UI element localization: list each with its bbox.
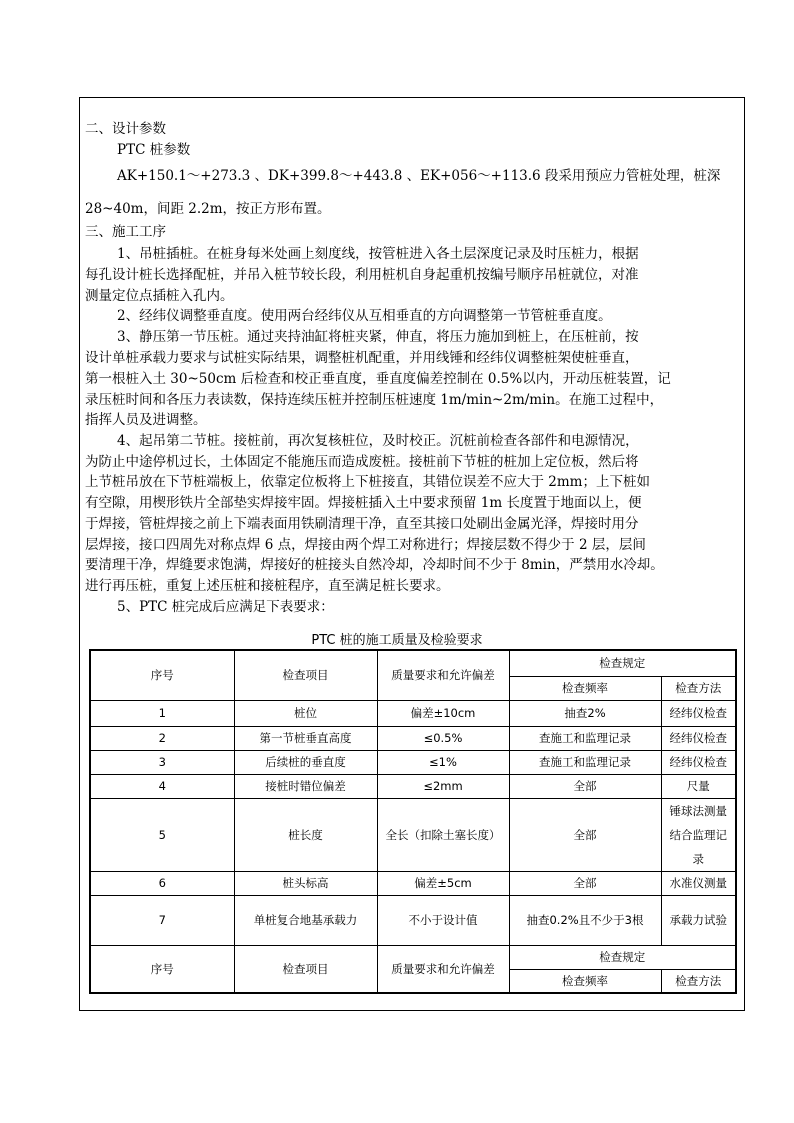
table-caption: PTC 桩的施工质量及检验要求	[311, 633, 483, 648]
section-heading-design: 二、设计参数	[85, 121, 166, 137]
cell-method: 经纬仪检查	[661, 726, 736, 750]
process-line: 上节桩吊放在下节桩端板上，依靠定位板将上下桩接直，其错位误差不应大于 2mm；上下桩如	[85, 474, 650, 490]
cell-requirement: ≤2mm	[377, 774, 509, 798]
header-inspection-rule: 检查规定	[509, 650, 736, 676]
process-line: 每孔设计桩长选择配桩，并吊入桩节较长段，利用桩机自身起重机按编号顺序吊桩就位，对准	[85, 267, 639, 283]
process-line: 为防止中途停机过长，土体固定不能施压而造成废桩。接桩前下节桩的桩加上定位板，然后将	[85, 454, 639, 470]
process-line: 3、静压第一节压桩。通过夹持油缸将桩夹紧，伸直，将压力施加到桩上，在压桩前，按	[117, 329, 639, 345]
quality-table	[89, 649, 737, 994]
cell-frequency: 全部	[509, 774, 661, 798]
cell-item: 桩位	[234, 700, 377, 726]
cell-requirement: 全长（扣除土塞长度）	[377, 798, 509, 871]
table-row	[90, 774, 736, 798]
cell-requirement: ≤0.5%	[377, 726, 509, 750]
design-paragraph-line: 28~40m，间距 2.2m，按正方形布置。	[85, 201, 331, 217]
cell-requirement: ≤1%	[377, 750, 509, 774]
cell-requirement: 不小于设计值	[377, 895, 509, 945]
cell-frequency: 全部	[509, 871, 661, 895]
cell-no: 1	[90, 700, 234, 726]
cell-item: 桩长度	[234, 798, 377, 871]
cell-requirement: 偏差±10cm	[377, 700, 509, 726]
cell-frequency: 抽查0.2%且不少于3根	[509, 895, 661, 945]
cell-no: 4	[90, 774, 234, 798]
header-frequency-repeat: 检查频率	[509, 969, 661, 993]
cell-no: 5	[90, 798, 234, 871]
cell-no: 7	[90, 895, 234, 945]
process-line: 指挥人员及进调整。	[85, 412, 207, 428]
table-row	[90, 700, 736, 726]
cell-method: 水准仪测量	[661, 871, 736, 895]
table-row	[90, 750, 736, 774]
cell-frequency: 查施工和监理记录	[509, 750, 661, 774]
cell-requirement: 偏差±5cm	[377, 871, 509, 895]
cell-item: 后续桩的垂直度	[234, 750, 377, 774]
header-item: 检查项目	[234, 650, 377, 700]
process-line: 第一根桩入土 30~50cm 后检查和校正垂直度，垂直度偏差控制在 0.5%以内，开动压桩装置，记	[85, 371, 671, 387]
cell-item: 接桩时错位偏差	[234, 774, 377, 798]
process-line: 层焊接，接口四周先对称点焊 6 点，焊接由两个焊工对称进行；焊接层数不得少于 2 层，层间	[85, 537, 646, 553]
cell-frequency: 抽查2%	[509, 700, 661, 726]
header-item-repeat: 检查项目	[234, 945, 377, 993]
header-requirement: 质量要求和允许偏差	[377, 650, 509, 700]
table-row	[90, 798, 736, 871]
cell-method: 经纬仪检查	[661, 700, 736, 726]
header-method: 检查方法	[661, 676, 736, 700]
cell-method: 承载力试验	[661, 895, 736, 945]
cell-frequency: 查施工和监理记录	[509, 726, 661, 750]
cell-method: 尺量	[661, 774, 736, 798]
subheading-ptc-params: PTC 桩参数	[117, 142, 191, 158]
process-line: 5、PTC 桩完成后应满足下表要求：	[117, 599, 334, 615]
cell-frequency: 全部	[509, 798, 661, 871]
cell-method: 锤球法测量结合监理记录	[661, 798, 736, 871]
process-line: 设计单桩承载力要求与试桩实际结果，调整桩机配重，并用线锤和经纬仪调整桩架使桩垂直，	[85, 350, 639, 366]
process-line: 测量定位点插桩入孔内。	[85, 288, 234, 304]
cell-item: 桩头标高	[234, 871, 377, 895]
header-frequency: 检查频率	[509, 676, 661, 700]
header-inspection-rule-repeat: 检查规定	[509, 945, 736, 969]
header-method-repeat: 检查方法	[661, 969, 736, 993]
table-row	[90, 726, 736, 750]
cell-no: 2	[90, 726, 234, 750]
design-paragraph-line: AK+150.1～+273.3 、DK+399.8～+443.8 、EK+056～+113.6 段采用预应力管桩处理，桩深	[117, 168, 721, 184]
process-line: 2、经纬仪调整垂直度。使用两台经纬仪从互相垂直的方向调整第一节管桩垂直度。	[117, 308, 612, 324]
process-line: 于焊接，管桩焊接之前上下端表面用铁刷清理干净，直至其接口处刷出金属光泽，焊接时用分	[85, 516, 639, 532]
cell-method: 经纬仪检查	[661, 750, 736, 774]
cell-no: 3	[90, 750, 234, 774]
process-line: 有空隙，用楔形铁片全部垫实焊接牢固。焊接桩插入土中要求预留 1m 长度置于地面以上，便	[85, 495, 642, 511]
process-line: 1、吊桩插桩。在桩身每米处画上刻度线，按管桩进入各土层深度记录及时压桩力，根据	[117, 246, 639, 262]
section-heading-process: 三、施工工序	[85, 224, 166, 240]
process-line: 4、起吊第二节桩。接桩前，再次复核桩位，及时校正。沉桩前检查各部件和电源情况，	[117, 433, 639, 449]
header-requirement-repeat: 质量要求和允许偏差	[377, 945, 509, 993]
table-row	[90, 871, 736, 895]
header-no: 序号	[90, 650, 234, 700]
table-row	[90, 895, 736, 945]
cell-no: 6	[90, 871, 234, 895]
cell-item: 第一节桩垂直高度	[234, 726, 377, 750]
process-line: 进行再压桩，重复上述压桩和接桩程序，直至满足桩长要求。	[85, 578, 450, 594]
cell-item: 单桩复合地基承载力	[234, 895, 377, 945]
process-line: 要清理干净，焊缝要求饱满，焊接好的桩接头自然冷却，冷却时间不少于 8min，严禁用水冷却。	[85, 557, 664, 573]
header-no-repeat: 序号	[90, 945, 234, 993]
process-line: 录压桩时间和各压力表读数，保持连续压桩并控制压桩速度 1m/min~2m/min。在施工过程中，	[85, 392, 664, 408]
